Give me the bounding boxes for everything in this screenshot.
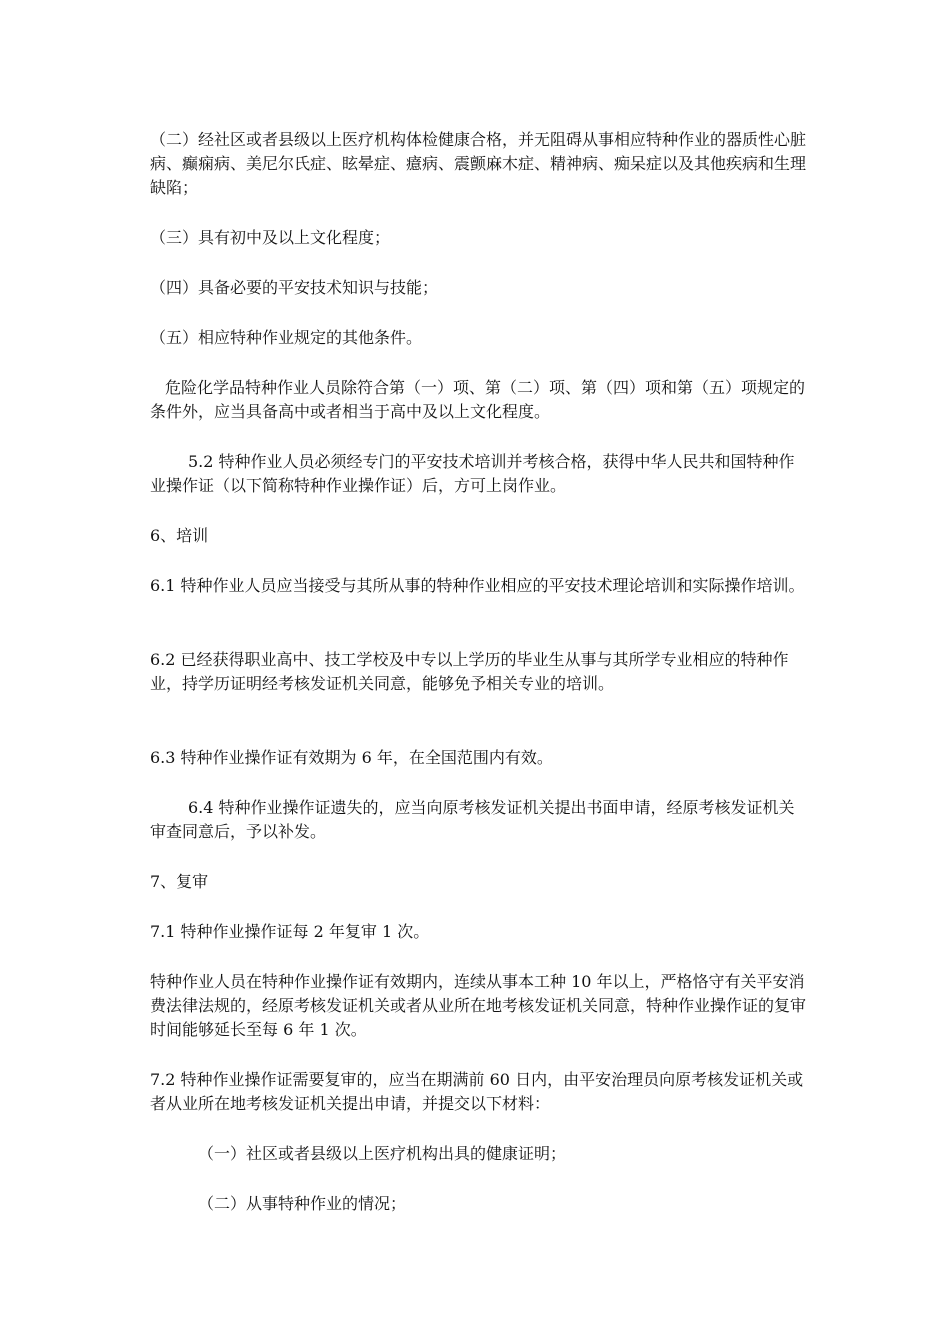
paragraph-chemical-workers: 危险化学品特种作业人员除符合第（一）项、第（二）项、第（四）项和第（五）项规定的条件外，应当具备高中或者相当于高中及以上文化程度。	[150, 378, 806, 421]
paragraph-6-2: 6.2 已经获得职业高中、技工学校及中专以上学历的毕业生从事与其所学专业相应的特种作业，持学历证明经考核发证机关同意，能够免予相关专业的培训。	[150, 650, 789, 693]
paragraph-6-4: 6.4 特种作业操作证遗失的，应当向原考核发证机关提出书面申请，经原考核发证机关审查同意后，予以补发。	[150, 798, 795, 841]
paragraph-condition-4: （四）具备必要的平安技术知识与技能；	[150, 278, 439, 297]
section-heading-review: 7、复审	[150, 872, 209, 891]
list-item-work-situation: （二）从事特种作业的情况；	[198, 1194, 407, 1213]
paragraph-condition-3: （三）具有初中及以上文化程度；	[150, 228, 391, 247]
paragraph-6-1: 6.1 特种作业人员应当接受与其所从事的特种作业相应的平安技术理论培训和实际操作培训。	[150, 576, 805, 595]
paragraph-7-2: 7.2 特种作业操作证需要复审的，应当在期满前 60 日内，由平安治理员向原考核发证机关或者从业所在地考核发证机关提出申请，并提交以下材料：	[150, 1070, 804, 1113]
paragraph-5-2: 5.2 特种作业人员必须经专门的平安技术培训并考核合格，获得中华人民共和国特种作业操作证（以下简称特种作业操作证）后，方可上岗作业。	[150, 452, 795, 495]
paragraph-6-3: 6.3 特种作业操作证有效期为 6 年，在全国范围内有效。	[150, 748, 553, 767]
paragraph-review-extension: 特种作业人员在特种作业操作证有效期内，连续从事本工种 10 年以上，严格恪守有关平安消费法律法规的，经原考核发证机关或者从业所在地考核发证机关同意，特种作业操作证的复审时间能够延长至每 6 年 1 次。	[150, 972, 807, 1039]
paragraph-condition-5: （五）相应特种作业规定的其他条件。	[150, 328, 423, 347]
paragraph-7-1: 7.1 特种作业操作证每 2 年复审 1 次。	[150, 922, 430, 941]
paragraph-condition-2: （二）经社区或者县级以上医疗机构体检健康合格，并无阻碍从事相应特种作业的器质性心脏病、癫痫病、美尼尔氏症、眩晕症、癔病、震颤麻木症、精神病、痴呆症以及其他疾病和生理缺陷；	[150, 130, 807, 197]
list-item-health-certificate: （一）社区或者县级以上医疗机构出具的健康证明；	[198, 1144, 567, 1163]
section-heading-training: 6、培训	[150, 526, 209, 545]
